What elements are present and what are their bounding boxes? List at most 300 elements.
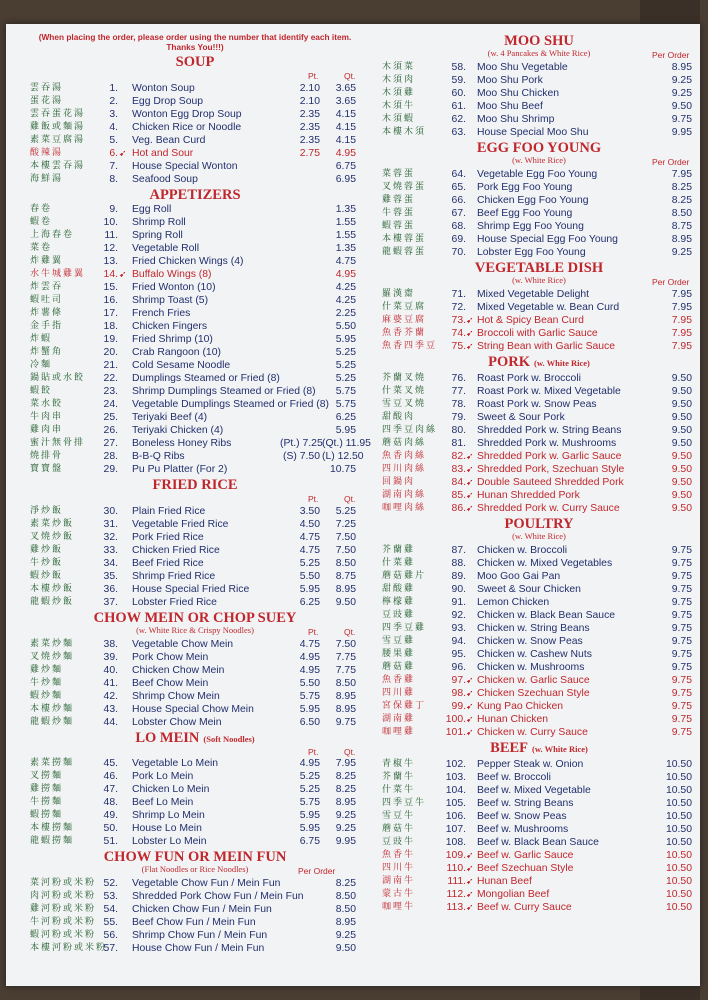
menu-item-41[interactable] (30, 677, 360, 690)
hot-pepper-icon: ➹ (466, 328, 474, 338)
menu-item-90[interactable] (382, 583, 696, 596)
menu-item-4[interactable] (30, 121, 360, 134)
menu-item-19[interactable] (30, 333, 360, 346)
menu-item-64[interactable] (382, 168, 696, 181)
item-name: Egg Roll (132, 204, 172, 215)
chinese-name: 蘑菇雞 (382, 662, 416, 672)
item-name: Hunan Shredded Pork (477, 490, 580, 501)
item-number: 94. (451, 636, 466, 647)
item-name: Egg Drop Soup (132, 96, 204, 107)
menu-item-13[interactable] (30, 255, 360, 268)
item-number: 40. (103, 665, 118, 676)
chinese-name: 叉燒炒飯 (30, 532, 75, 542)
item-name: Hot and Sour (132, 148, 194, 159)
item-name: Shrimp Egg Foo Young (477, 221, 584, 232)
item-name: Beef w. Curry Sauce (477, 902, 572, 913)
item-number: 110. (446, 863, 466, 874)
quart-price: 8.95 (335, 917, 356, 928)
menu-item-48[interactable] (30, 796, 360, 809)
item-number: 102. (445, 759, 466, 770)
item-price: 9.75 (671, 727, 692, 738)
menu-item-6[interactable] (30, 147, 360, 160)
section-title (382, 741, 696, 756)
menu-item-63[interactable] (382, 126, 696, 139)
chinese-name: 春卷 (30, 204, 53, 214)
menu-item-67[interactable] (382, 207, 696, 220)
item-name: Pork Chow Mein (132, 652, 209, 663)
item-name: Moo Goo Gai Pan (477, 571, 561, 582)
menu-item-8[interactable] (30, 173, 360, 186)
chinese-name: 本樓炒飯 (30, 584, 75, 594)
menu-item-24[interactable] (30, 398, 360, 411)
item-price: 10.50 (665, 902, 692, 913)
chinese-name: 芥蘭雞 (382, 545, 416, 555)
item-number: 96. (451, 662, 466, 673)
menu-item-73[interactable] (382, 314, 696, 327)
item-name: House Special Fried Rice (132, 584, 250, 595)
per-order-label: Per Order (652, 277, 690, 287)
item-price: 9.75 (671, 558, 692, 569)
menu-item-107[interactable] (382, 823, 696, 836)
quart-price: 9.95 (335, 836, 356, 847)
item-price: 10.50 (665, 850, 692, 861)
item-name: Shrimp Lo Mein (132, 810, 205, 821)
menu-item-55[interactable] (30, 916, 360, 929)
menu-item-35[interactable] (30, 570, 360, 583)
quart-price: 5.25 (335, 506, 356, 517)
item-name: Beef w. String Beans (477, 798, 574, 809)
item-name: Beef w. Garlic Sauce (477, 850, 574, 861)
item-name: Teriyaki Chicken (4) (132, 425, 224, 436)
hot-pepper-icon: ➹ (119, 148, 127, 158)
menu-item-103[interactable] (382, 771, 696, 784)
quart-price: 4.25 (335, 282, 356, 293)
item-price: 8.50 (671, 208, 692, 219)
menu-item-9[interactable] (30, 203, 360, 216)
quart-price: 4.95 (335, 148, 356, 159)
item-name: Kung Pao Chicken (477, 701, 564, 712)
quart-price: 1.55 (335, 217, 356, 228)
menu-item-94[interactable] (382, 635, 696, 648)
menu-item-78[interactable] (382, 398, 696, 411)
chinese-name: 酸辣湯 (30, 148, 64, 158)
menu-item-82[interactable] (382, 450, 696, 463)
item-number: 43. (103, 704, 118, 715)
menu-item-93[interactable] (382, 622, 696, 635)
item-name: House Special Chow Mein (132, 704, 254, 715)
item-name: Vegetable Lo Mein (132, 758, 219, 769)
chinese-name: 炸蟹角 (30, 347, 64, 357)
item-price: 9.50 (671, 490, 692, 501)
menu-item-87[interactable] (382, 544, 696, 557)
item-price: 9.25 (671, 88, 692, 99)
item-name: Chicken Fried Rice (132, 545, 220, 556)
menu-item-50[interactable] (30, 822, 360, 835)
menu-item-10[interactable] (30, 216, 360, 229)
item-number: 93. (451, 623, 466, 634)
item-price: 10.50 (665, 798, 692, 809)
chinese-name: 雞飯或麵湯 (30, 122, 86, 132)
item-number: 49. (103, 810, 118, 821)
chinese-name: 四川牛 (382, 863, 416, 873)
chinese-name: 叉撈麵 (30, 771, 64, 781)
section-header (30, 493, 360, 505)
menu-item-1[interactable] (30, 82, 360, 95)
item-name: Shredded Pork Chow Fun / Mein Fun (132, 891, 304, 902)
chinese-name: 雞炒飯 (30, 545, 64, 555)
menu-item-108[interactable] (382, 836, 696, 849)
item-name: House Chow Fun / Mein Fun (132, 943, 265, 954)
section-vegetable-dish (382, 261, 696, 353)
pint-price: 4.95 (299, 652, 320, 663)
menu-item-86[interactable] (382, 502, 696, 515)
item-number: 68. (451, 221, 466, 232)
section-title (382, 261, 696, 276)
item-name: Sweet & Sour Pork (477, 412, 565, 423)
menu-item-70[interactable] (382, 246, 696, 259)
item-number: 89. (451, 571, 466, 582)
item-number: 105. (445, 798, 466, 809)
menu-item-31[interactable] (30, 518, 360, 531)
chinese-name: 雲吞湯 (30, 83, 64, 93)
menu-item-69[interactable] (382, 233, 696, 246)
menu-item-68[interactable] (382, 220, 696, 233)
item-name: Lemon Chicken (477, 597, 550, 608)
menu-item-83[interactable] (382, 463, 696, 476)
quart-price: 4.25 (335, 295, 356, 306)
item-number: 3. (109, 109, 118, 120)
item-price: 10.50 (665, 889, 692, 900)
section-appetizers (30, 187, 371, 476)
section-title-text: LO MEIN (135, 730, 200, 746)
chinese-name: 本樓炒麵 (30, 704, 75, 714)
menu-item-89[interactable] (382, 570, 696, 583)
chinese-name: 什菜雞 (382, 558, 416, 568)
quart-price: 8.95 (335, 691, 356, 702)
menu-item-76[interactable] (382, 372, 696, 385)
section-title (382, 517, 696, 532)
chinese-name: 腰果雞 (382, 649, 416, 659)
menu-item-25[interactable] (30, 411, 360, 424)
pint-price: 5.95 (299, 704, 320, 715)
item-name: Moo Shu Pork (477, 75, 543, 86)
menu-item-92[interactable] (382, 609, 696, 622)
menu-item-59[interactable] (382, 74, 696, 87)
section-title-text: VEGETABLE DISH (474, 260, 604, 276)
menu-item-16[interactable] (30, 294, 360, 307)
menu-item-65[interactable] (382, 181, 696, 194)
quart-price: 7.75 (335, 665, 356, 676)
hot-pepper-icon: ➹ (466, 503, 474, 513)
item-price: 9.50 (671, 477, 692, 488)
menu-item-99[interactable] (382, 700, 696, 713)
item-price: 7.95 (671, 315, 692, 326)
menu-item-34[interactable] (30, 557, 360, 570)
chinese-name: 素菜撈麵 (30, 758, 75, 768)
menu-item-80[interactable] (382, 424, 696, 437)
section-subtitle: (w. White Rice & Crispy Noodles) (136, 625, 254, 635)
chinese-name: 雞河粉或米粉 (30, 904, 97, 914)
pint-price: 4.75 (299, 639, 320, 650)
chinese-name: 甜酸肉 (382, 412, 416, 422)
item-number: 85. (451, 490, 466, 501)
item-name: Chicken w. Mushrooms (477, 662, 585, 673)
item-price: 9.75 (671, 714, 692, 725)
item-number: 95. (451, 649, 466, 660)
menu-item-14[interactable] (30, 268, 360, 281)
menu-item-23[interactable] (30, 385, 360, 398)
item-price: 7.95 (671, 169, 692, 180)
item-name: Dumplings Steamed or Fried (8) (132, 373, 280, 384)
quart-price: 2.25 (335, 308, 356, 319)
chinese-name: 咖哩雞 (382, 727, 416, 737)
section-soup (30, 55, 360, 186)
chinese-name: 牛肉串 (30, 412, 64, 422)
chinese-name: 芥蘭牛 (382, 772, 416, 782)
chinese-name: 牛撈麵 (30, 797, 64, 807)
item-number: 37. (103, 597, 118, 608)
item-number: 14. (103, 269, 118, 280)
chinese-name: 淨炒飯 (30, 506, 64, 516)
item-number: 42. (103, 691, 118, 702)
menu-item-3[interactable] (30, 108, 360, 121)
menu-item-15[interactable] (30, 281, 360, 294)
menu-item-12[interactable] (30, 242, 360, 255)
menu-item-102[interactable] (382, 758, 696, 771)
menu-item-72[interactable] (382, 301, 696, 314)
menu-item-46[interactable] (30, 770, 360, 783)
menu-item-53[interactable] (30, 890, 360, 903)
chinese-name: 雪豆雞 (382, 636, 416, 646)
item-name: Chicken Fingers (132, 321, 208, 332)
menu-item-98[interactable] (382, 687, 696, 700)
menu-item-77[interactable] (382, 385, 696, 398)
menu-item-112[interactable] (382, 888, 696, 901)
section-subtitle: (w. White Rice) (532, 744, 588, 754)
menu-item-30[interactable] (30, 505, 360, 518)
item-number: 13. (103, 256, 118, 267)
menu-item-49[interactable] (30, 809, 360, 822)
menu-item-45[interactable] (30, 757, 360, 770)
item-name: Beef w. Snow Peas (477, 811, 567, 822)
item-name: Pepper Steak w. Onion (477, 759, 584, 770)
item-price: 9.50 (671, 451, 692, 462)
menu-item-37[interactable] (30, 596, 360, 609)
pint-price: 2.35 (299, 109, 320, 120)
quart-price: 6.95 (335, 174, 356, 185)
chinese-name: 湖南雞 (382, 714, 416, 724)
menu-item-56[interactable] (30, 929, 360, 942)
menu-item-91[interactable] (382, 596, 696, 609)
menu-item-105[interactable] (382, 797, 696, 810)
quart-price: 8.50 (335, 678, 356, 689)
menu-item-58[interactable] (382, 61, 696, 74)
item-price: 9.75 (671, 649, 692, 660)
item-number: 66. (451, 195, 466, 206)
menu-item-95[interactable] (382, 648, 696, 661)
item-name: Teriyaki Beef (4) (132, 412, 208, 423)
menu-item-79[interactable] (382, 411, 696, 424)
item-name: House Special Moo Shu (477, 127, 589, 138)
quart-price: 1.35 (335, 204, 356, 215)
menu-item-39[interactable] (30, 651, 360, 664)
chinese-name: 冷麵 (30, 360, 53, 370)
item-name: Chicken w. String Beans (477, 623, 590, 634)
menu-item-17[interactable] (30, 307, 360, 320)
item-name: Shrimp Roll (132, 217, 186, 228)
menu-item-26[interactable] (30, 424, 360, 437)
hot-pepper-icon: ➹ (466, 315, 474, 325)
section-subtitle: (w. 4 Pancakes & White Rice) (487, 48, 591, 58)
pint-price: 4.75 (299, 532, 320, 543)
pint-price: 5.95 (299, 810, 320, 821)
chinese-name: 牛炒飯 (30, 558, 64, 568)
item-name: Hunan Chicken (477, 714, 549, 725)
section-title-text: SOUP (175, 54, 215, 70)
left-column (30, 32, 371, 955)
menu-item-74[interactable] (382, 327, 696, 340)
item-name: Chicken w. Cashew Nuts (477, 649, 592, 660)
item-name: Wonton Egg Drop Soup (132, 109, 242, 120)
menu-item-97[interactable] (382, 674, 696, 687)
item-name: Beef w. Mushrooms (477, 824, 569, 835)
menu-item-21[interactable] (30, 359, 360, 372)
quart-price: 9.25 (335, 810, 356, 821)
menu-item-109[interactable] (382, 849, 696, 862)
menu-item-66[interactable] (382, 194, 696, 207)
menu-item-5[interactable] (30, 134, 360, 147)
menu-item-32[interactable] (30, 531, 360, 544)
menu-item-33[interactable] (30, 544, 360, 557)
menu-item-38[interactable] (30, 638, 360, 651)
section-title (30, 478, 360, 493)
menu-item-71[interactable] (382, 288, 696, 301)
menu-item-52[interactable] (30, 877, 360, 890)
item-number: 18. (103, 321, 118, 332)
chinese-name: 回鍋肉 (382, 477, 416, 487)
chinese-name: 菜蓉蛋 (382, 169, 416, 179)
chinese-name: 菜水餃 (30, 399, 64, 409)
menu-item-28[interactable] (30, 450, 364, 463)
pint-price: 5.75 (299, 797, 320, 808)
menu-item-40[interactable] (30, 664, 360, 677)
menu-item-11[interactable] (30, 229, 360, 242)
item-name: Pork Fried Rice (132, 532, 204, 543)
quart-price: 8.25 (335, 771, 356, 782)
quart-price: 8.50 (335, 558, 356, 569)
item-name: Broccoli with Garlic Sauce (477, 328, 598, 339)
menu-item-113[interactable] (382, 901, 696, 914)
item-name: Beef Chow Fun / Mein Fun (132, 917, 256, 928)
menu-item-88[interactable] (382, 557, 696, 570)
section-header (382, 276, 696, 288)
item-number: 112. (446, 889, 466, 900)
chinese-name: 本樓蓉蛋 (382, 234, 427, 244)
menu-item-81[interactable] (382, 437, 696, 450)
menu-item-42[interactable] (30, 690, 360, 703)
menu-item-96[interactable] (382, 661, 696, 674)
menu-item-61[interactable] (382, 100, 696, 113)
hot-pepper-icon: ➹ (466, 701, 474, 711)
menu-item-85[interactable] (382, 489, 696, 502)
quart-price: 6.75 (335, 161, 356, 172)
menu-item-110[interactable] (382, 862, 696, 875)
menu-item-62[interactable] (382, 113, 696, 126)
menu-item-75[interactable] (382, 340, 696, 353)
item-name: Mixed Vegetable Delight (477, 289, 590, 300)
menu-item-2[interactable] (30, 95, 360, 108)
qt-column-label: Qt. (344, 627, 356, 637)
menu-item-60[interactable] (382, 87, 696, 100)
item-number: 50. (103, 823, 118, 834)
section-fried-rice (30, 478, 360, 609)
item-number: 63. (451, 127, 466, 138)
menu-item-106[interactable] (382, 810, 696, 823)
menu-item-7[interactable] (30, 160, 360, 173)
section-lo-mein (30, 731, 360, 848)
menu-item-29[interactable] (30, 463, 360, 476)
menu-item-43[interactable] (30, 703, 360, 716)
chinese-name: 本樓撈麵 (30, 823, 75, 833)
menu-item-104[interactable] (382, 784, 696, 797)
menu-item-84[interactable] (382, 476, 696, 489)
menu-item-47[interactable] (30, 783, 360, 796)
section-header (30, 746, 360, 757)
menu-item-101[interactable] (382, 726, 696, 739)
section-poultry (382, 517, 696, 739)
item-price: 9.50 (671, 386, 692, 397)
chinese-name: 蝦撈麵 (30, 810, 64, 820)
chinese-name: 金手指 (30, 321, 64, 331)
menu-item-44[interactable] (30, 716, 360, 729)
hot-pepper-icon: ➹ (466, 477, 474, 487)
menu-item-20[interactable] (30, 346, 360, 359)
chinese-name: 湖南牛 (382, 876, 416, 886)
menu-item-57[interactable] (30, 942, 360, 955)
item-number: 103. (445, 772, 466, 783)
item-number: 44. (103, 717, 118, 728)
chinese-name: 豆豉牛 (382, 837, 416, 847)
item-number: 60. (451, 88, 466, 99)
quart-price: 4.15 (335, 109, 356, 120)
menu-item-27[interactable] (30, 437, 371, 450)
menu-item-18[interactable] (30, 320, 360, 333)
menu-item-22[interactable] (30, 372, 360, 385)
item-name: Lobster Chow Mein (132, 717, 222, 728)
menu-item-51[interactable] (30, 835, 360, 848)
item-name: Hot & Spicy Bean Curd (477, 315, 584, 326)
item-name: House Lo Mein (132, 823, 202, 834)
item-number: 52. (103, 878, 118, 889)
chinese-name: 蝦餃 (30, 386, 53, 396)
quart-price: 5.25 (335, 347, 356, 358)
menu-item-111[interactable] (382, 875, 696, 888)
item-price: 9.75 (671, 584, 692, 595)
menu-item-100[interactable] (382, 713, 696, 726)
item-name: Chicken w. Mixed Vegetables (477, 558, 613, 569)
menu-item-54[interactable] (30, 903, 360, 916)
item-price: 9.75 (671, 701, 692, 712)
item-name: Moo Shu Beef (477, 101, 543, 112)
menu-item-36[interactable] (30, 583, 360, 596)
chinese-name: 宮保雞丁 (382, 701, 427, 711)
section-egg-foo-young (382, 141, 696, 259)
item-number: 61. (451, 101, 466, 112)
chinese-name: 甜酸雞 (382, 584, 416, 594)
item-number: 70. (451, 247, 466, 258)
item-name: Shredded Pork w. Garlic Sauce (477, 451, 622, 462)
item-name: Wonton Soup (132, 83, 195, 94)
